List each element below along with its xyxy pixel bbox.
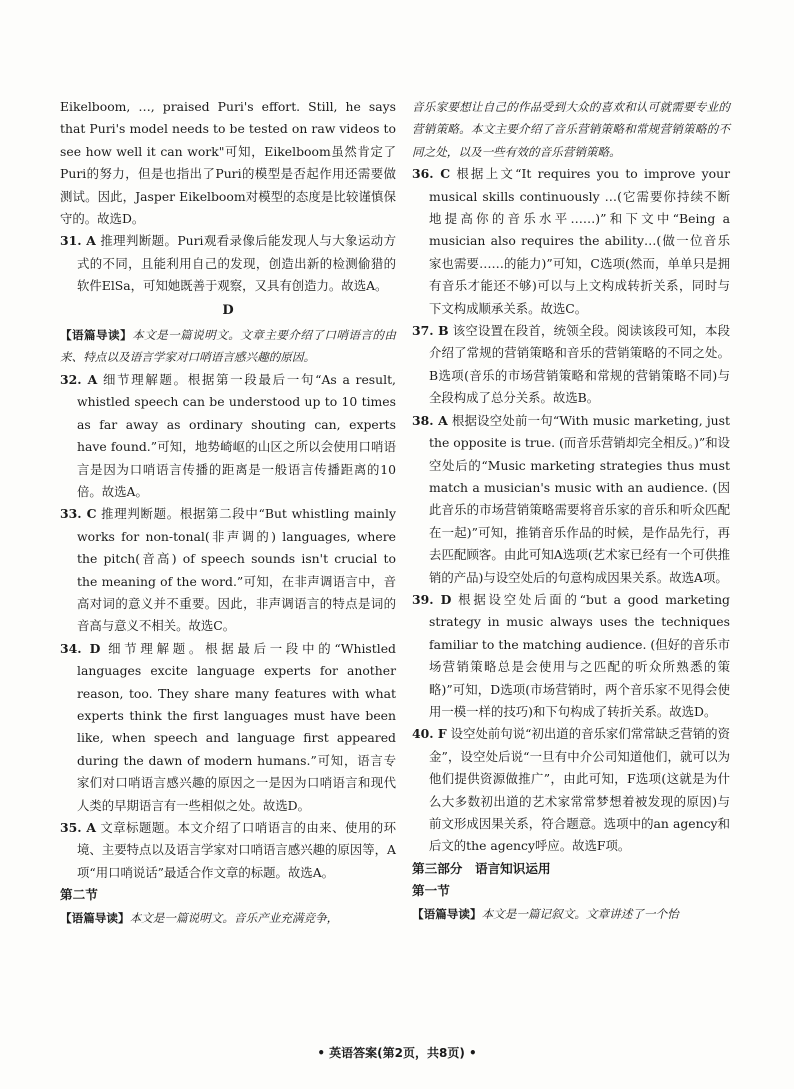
passage-d-heading: D — [222, 302, 234, 318]
answer-text: 根据设空处后面的“but a good marketing strategy in music always uses the techniques familiar to the matching audience. (但好的音乐市场营销策略总是会使用与之匹配的听众所熟悉的策略)”可知，D选项(市场营销时，两个音乐家不见得会使用一模一样的技巧)和下句构成了转折关系。故选D。 — [429, 591, 730, 719]
answer-32 — [60, 369, 396, 503]
answer-number: 35. A — [60, 820, 96, 835]
answer-number: 31. A — [60, 233, 96, 249]
answer-36 — [412, 163, 730, 320]
section-1-heading: 第一节 — [412, 883, 450, 899]
answer-text: 细节理解题。根据第一段最后一句“As a result, whistled speech can be understood up to 10 times as far away as ordinary shouting can, experts have found.”可知，地势崎岖的山区之所以会使用口哨语言是因为口哨语言传播的距离是一般语言传播距离的10倍。故选A。 — [77, 371, 396, 499]
answer-35 — [60, 817, 396, 884]
answer-33 — [60, 503, 396, 637]
answer-text: 根据上文“It requires you to improve your musical skills continuously …(它需要你持续不断地提高你的音乐水平……)”和下文中“Being a musician also requires the ability…(做一位音乐家也需要……的能力)”可知，C选项(然而，单单只是拥有音乐才能还不够)可以与上文构成转折关系，同时与下文构成顺承关系。故选C。 — [429, 166, 731, 316]
answer-number: 32. A — [60, 371, 98, 387]
answer-number: 36. C — [412, 166, 451, 182]
answer-31 — [60, 230, 396, 297]
guide-tag: 【语篇导读】 — [60, 328, 133, 343]
q30-continuation: Eikelboom, …, praised Puri's effort. Still, he says that Puri's model needs to be tested on raw videos to see how well it can work"可知，Eikelboom虽然肯定了Puri的努力，但是也指出了Puri的模型是否起作用还需要做测试。因此，Jasper Eikelboom对模型的态度是比较谨慎保守的。故选D。 — [60, 99, 396, 227]
answer-number: 34. D — [60, 640, 101, 656]
answer-number: 39. D — [412, 591, 452, 607]
answer-number: 40. F — [412, 726, 447, 742]
answer-text: 文章标题题。本文介绍了口哨语言的由来、使用的环境、主要特点以及语言学家对口哨语言感兴趣的原因等，A项“用口哨说话”最适合作文章的标题。故选A。 — [77, 820, 396, 880]
answer-40 — [412, 723, 730, 857]
answer-text: 细节理解题。根据最后一段中的“Whistled languages excite language experts for another reason, too. They share many features with what experts think the first languages must have been like, when speech and language first appeared during the dawn of modern humans.”可知，语言专家们对口哨语言感兴趣的原因之一是因为口哨语言和现代人类的早期语言有一些相似之处。故选D。 — [77, 640, 396, 813]
answer-text: 设空处前句说“初出道的音乐家们常常缺乏营销的资金”，设空处后说“一旦有中介公司知道他们，就可以为他们提供资源做推广”，由此可知，F选项(这就是为什么大多数初出道的艺术家常常梦想着被发现的原因)与前文形成因果关系，符合题意。选项中的an agency和后文的the agency呼应。故选F项。 — [429, 726, 730, 854]
page-footer: • 英语答案(第2页，共8页) • — [317, 1046, 477, 1060]
answer-text: 推理判断题。Puri观看录像后能发现人与大象运动方式的不同，且能利用自己的发现，创造出新的检测偷猎的软件ElSa，可知她既善于观察，又具有创造力。故选A。 — [77, 233, 397, 294]
right-column — [412, 96, 730, 925]
answer-34 — [60, 638, 396, 817]
answer-number: 33. C — [60, 506, 97, 522]
passage-guide-part3 — [412, 903, 730, 925]
answer-text: 该空设置在段首，统领全段。阅读该段可知，本段介绍了常规的营销策略和音乐的营销策略的不同之处。B选项(音乐的市场营销策略和常规的营销策略不同)与全段构成了总分关系。故选B。 — [429, 323, 731, 406]
answer-39 — [412, 589, 730, 723]
guide-tag: 【语篇导读】 — [60, 910, 130, 925]
answer-37 — [412, 320, 730, 410]
answer-number: 37. B — [412, 323, 449, 339]
answer-number: 38. A — [412, 412, 448, 428]
guide-text: 本文是一篇记叙文。文章讲述了一个怡 — [481, 906, 679, 921]
section-2-heading: 第二节 — [60, 887, 98, 903]
part-3-heading: 第三部分 语言知识运用 — [412, 860, 551, 876]
answer-38 — [412, 410, 730, 589]
guide-tag: 【语篇导读】 — [412, 906, 482, 921]
passage-guide-section2 — [60, 907, 396, 929]
answer-text: 推理判断题。根据第二段中“But whistling mainly works for non-tonal(非声调的) languages, where the pitch(音高) of speech sounds isn't crucial to the meaning of the word.”可知，在非声调语言中，音高对词的意义并不重要。因此，非声调语言的特点是词的音高与意义不相关。故选C。 — [77, 506, 397, 634]
passage-guide-d — [60, 324, 396, 369]
left-column — [60, 96, 396, 929]
guide-continuation: 音乐家要想让自己的作品受到大众的喜欢和认可就需要专业的营销策略。本文主要介绍了音乐营销策略和常规营销策略的不同之处，以及一些有效的音乐营销策略。 — [412, 100, 730, 159]
guide-text: 本文是一篇说明文。文章主要介绍了口哨语言的由来、特点以及语言学家对口哨语言感兴趣的原因。 — [60, 328, 396, 365]
guide-text: 本文是一篇说明文。音乐产业充满竞争， — [129, 910, 339, 925]
answer-text: 根据设空处前一句“With music marketing, just the opposite is true. (而音乐营销却完全相反。)”和设空处后的“Music marketing strategies thus must match a musician's music with an audience. (因此音乐的市场营销策略需要将音乐家的音乐和听众匹配在一起)”可知，推销音乐作品的时候，是作品先行，再去匹配顾客。由此可知A选项(艺术家已经有一个可供推销的产品)与设空处后的句意构成因果关系。故选A项。 — [429, 412, 730, 585]
